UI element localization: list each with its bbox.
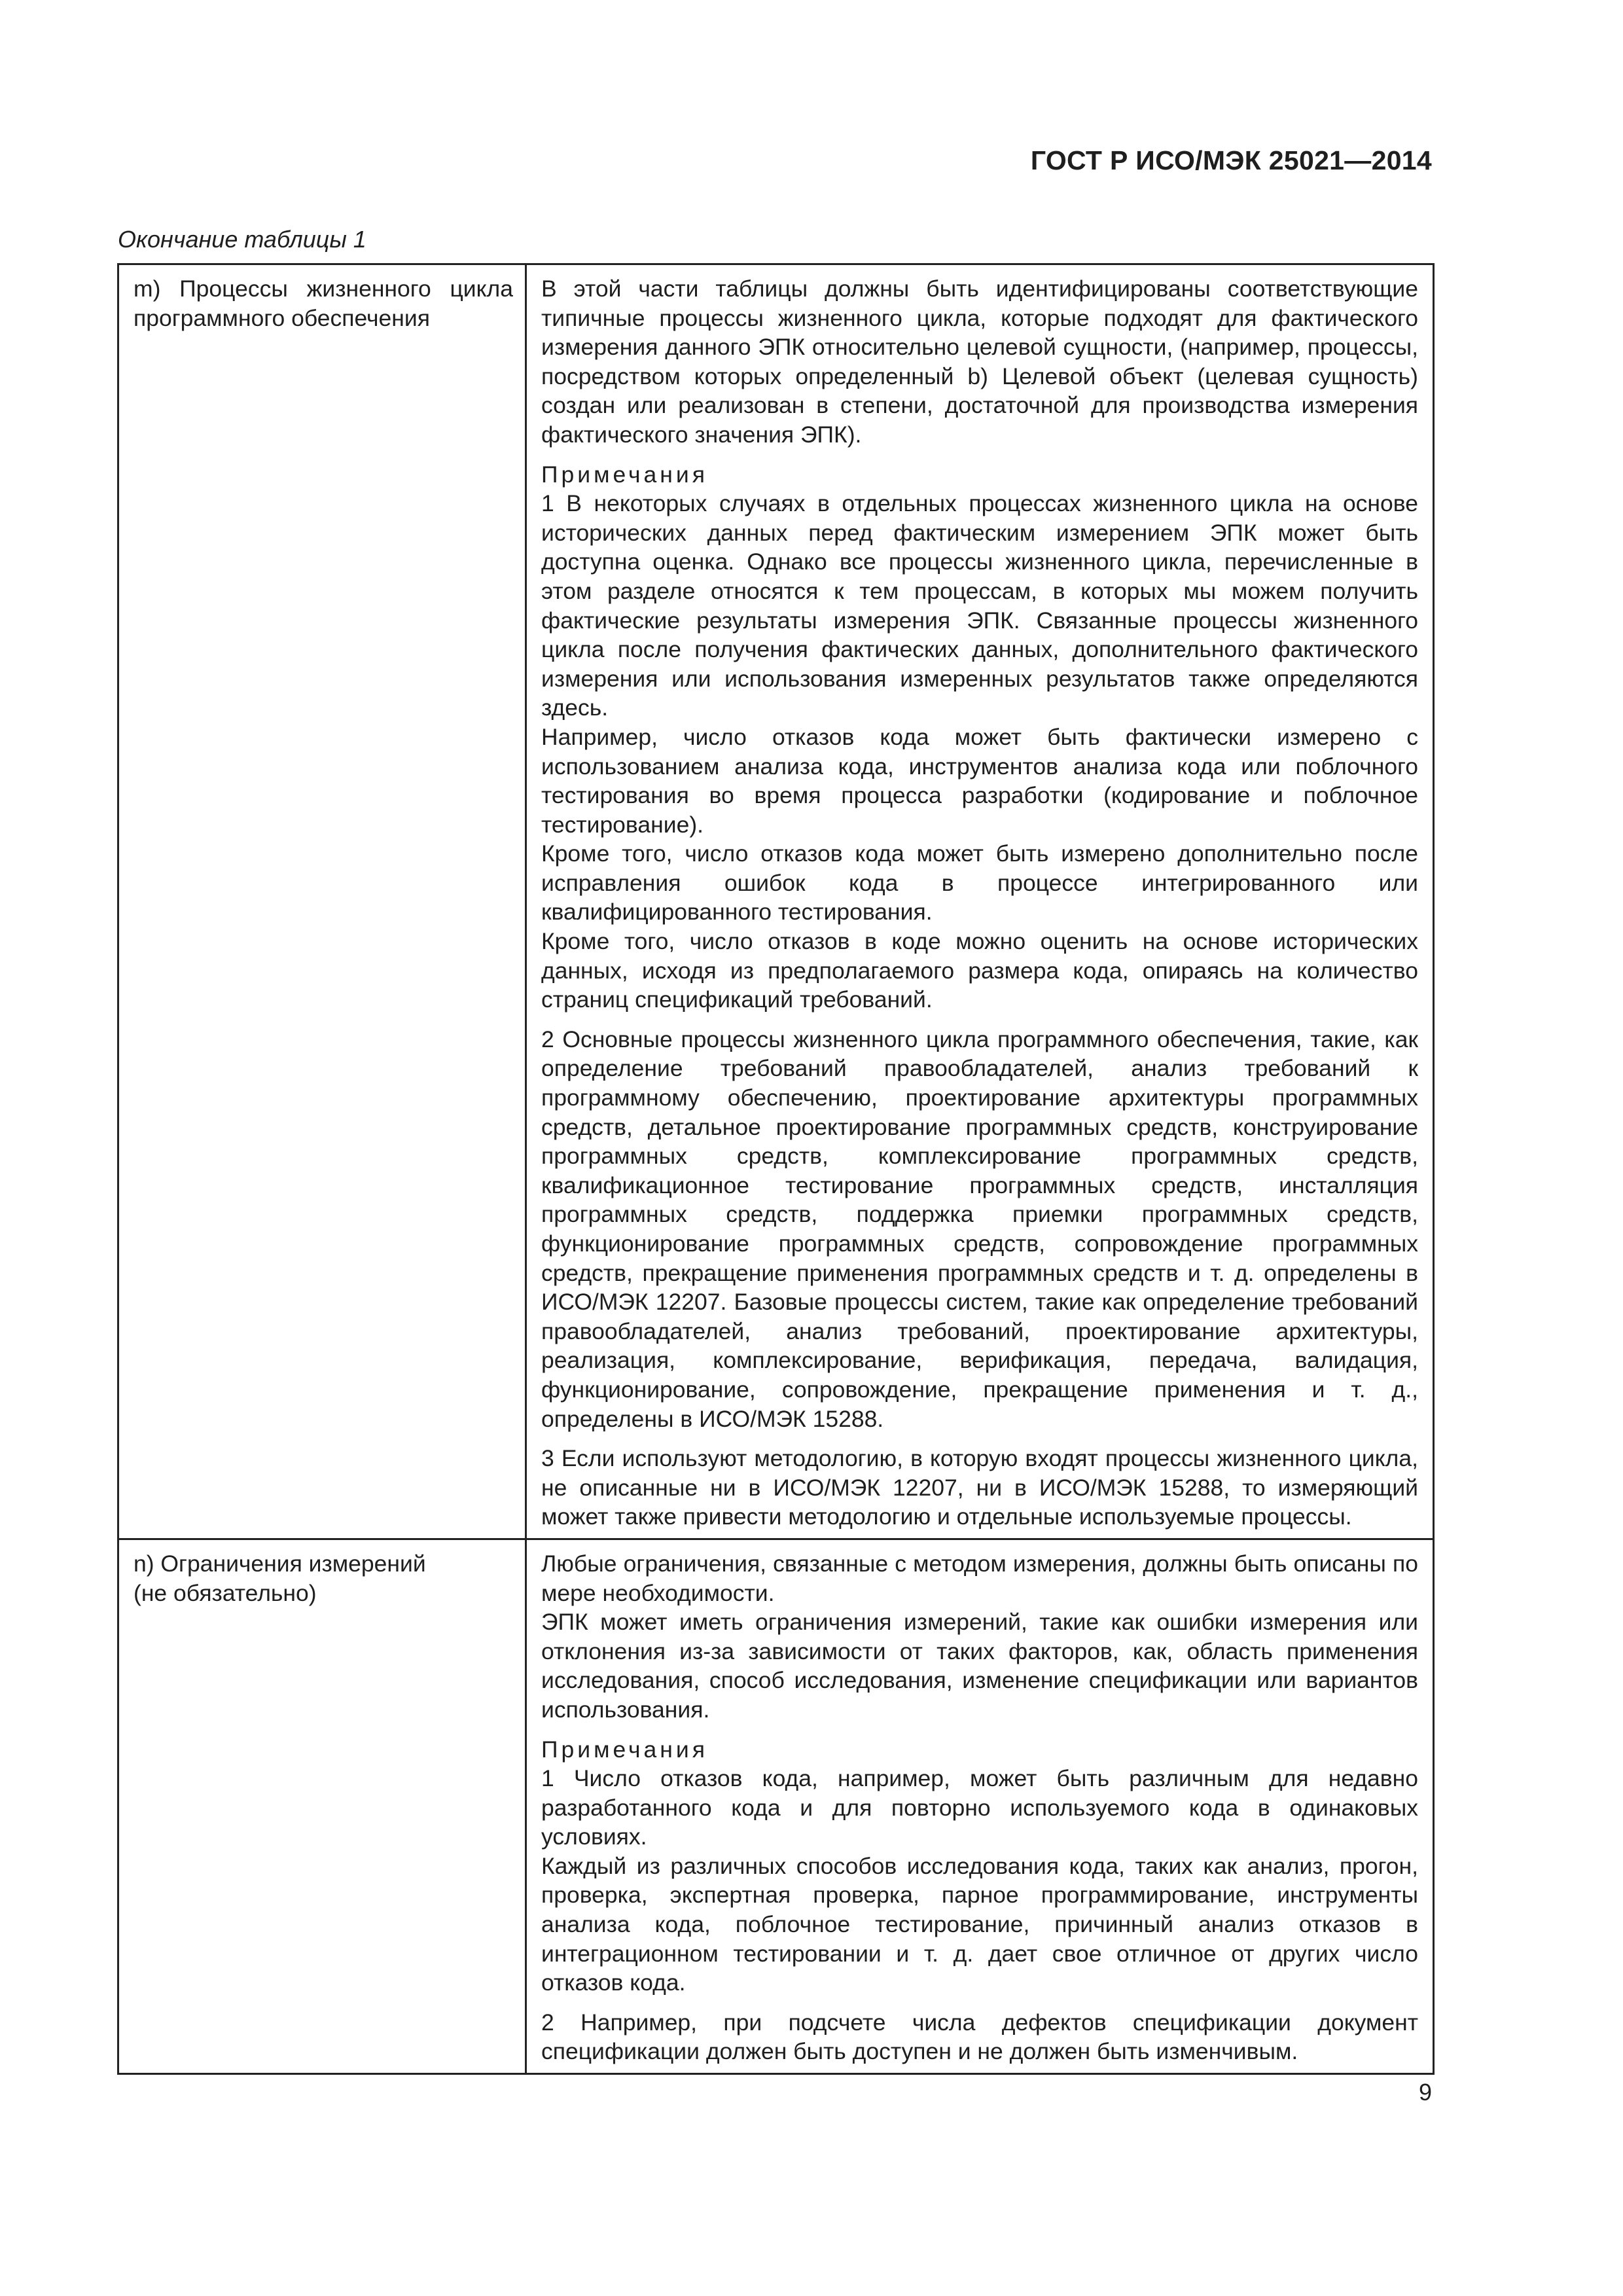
notes-title: Примечания [541, 1736, 708, 1763]
row-label-cell [118, 264, 526, 1539]
notes-title: Примечания [541, 461, 708, 488]
row-description: Любые ограничения, связанные с методом измерения, должны быть описаны по мере необходимости. [541, 1550, 1418, 1606]
note-paragraph: 1 В некоторых случаях в отдельных процессах жизненного цикла на основе исторических данных перед фактическим измерением ЭПК может быть доступна оценка. Однако все процессы жизненного цикла, перечисленные в этом разделе относятся к тем процессам, в которых мы можем получить фактические результаты измерения ЭПК. Связанные процессы жизненного цикла после получения фактических данных, дополнительного фактического измерения или использования измеренных результатов также определяются здесь. [541, 490, 1418, 721]
table-row [118, 264, 1434, 1539]
row-description: В этой части таблицы должны быть идентифицированы соответствующие типичные процессы жизненного цикла, которые подходят для фактического измерения данного ЭПК относительно целевой сущности, (например, процессы, посредством которых определенный b) Целевой объект (целевая сущность) создан или реализован в степени, достаточной для производства измерения фактического значения ЭПК). [541, 276, 1418, 448]
row-label-cell [118, 1539, 526, 2073]
spec-table [117, 263, 1435, 2075]
row-label-line: (не обязательно) [134, 1579, 317, 1606]
note-paragraph: 2 Например, при подсчете числа дефектов спецификации документ спецификации должен быть доступен и не должен быть изменчивым. [541, 2009, 1418, 2065]
table-caption: Окончание таблицы 1 [118, 226, 366, 253]
note-paragraph: 2 Основные процессы жизненного цикла программного обеспечения, такие, как определение требований правообладателей, анализ требований к программному обеспечению, проектирование архитектуры программных средств, детальное проектирование программных средств, конструирование программных средств, комплексирование программных средств, квалификационное тестирование программных средств, инсталляция программных средств, поддержка приемки программных средств, функционирование программных средств, сопровождение программных средств, прекращение применения программных средств и т. д. определены в ИСО/МЭК 12207. Базовые процессы систем, такие как определение требований правообладателей, анализ требований, проектирование архитектуры, реализация, комплексирование, верификация, передача, валидация, функционирование, сопровождение, прекращение применения и т. д., определены в ИСО/МЭК 15288. [541, 1026, 1418, 1432]
row-label-line: n) Ограничения измерений [134, 1550, 426, 1577]
row-description-cell [526, 264, 1434, 1539]
note-paragraph: 1 Число отказов кода, например, может быть различным для недавно разработанного кода и для повторно используемого кода в одинаковых условиях. [541, 1765, 1418, 1850]
row-description: ЭПК может иметь ограничения измерений, такие как ошибки измерения или отклонения из-за зависимости от таких факторов, как, область применения исследования, способ исследования, изменение спецификации или вариантов использования. [541, 1609, 1418, 1723]
row-label: m) Процессы жизненного цикла программного обеспечения [134, 276, 513, 331]
table-row [118, 1539, 1434, 2073]
row-description-cell [526, 1539, 1434, 2073]
note-paragraph: Например, число отказов кода может быть фактически измерено с использованием анализа кода, инструментов анализа кода или поблочного тестирования во время процесса разработки (кодирование и поблочное тестирование). [541, 723, 1418, 838]
standard-designation: ГОСТ Р ИСО/МЭК 25021—2014 [1030, 145, 1432, 175]
note-paragraph: Каждый из различных способов исследования кода, таких как анализ, прогон, проверка, экспертная проверка, парное программирование, инструменты анализа кода, поблочное тестирование, причинный анализ отказов в интеграционном тестировании и т. д. дает свое отличное от других число отказов кода. [541, 1852, 1418, 1996]
page-number: 9 [1418, 2079, 1432, 2106]
note-paragraph: 3 Если используют методологию, в которую входят процессы жизненного цикла, не описанные ни в ИСО/МЭК 12207, ни в ИСО/МЭК 15288, то измеряющий может также привести методологию и отдельные используемые процессы. [541, 1445, 1418, 1530]
note-paragraph: Кроме того, число отказов кода может быть измерено дополнительно после исправления ошибок кода в процессе интегрированного или квалифицированного тестирования. [541, 840, 1418, 925]
note-paragraph: Кроме того, число отказов в коде можно оценить на основе исторических данных, исходя из предполагаемого размера кода, опираясь на количество страниц спецификаций требований. [541, 928, 1418, 1013]
